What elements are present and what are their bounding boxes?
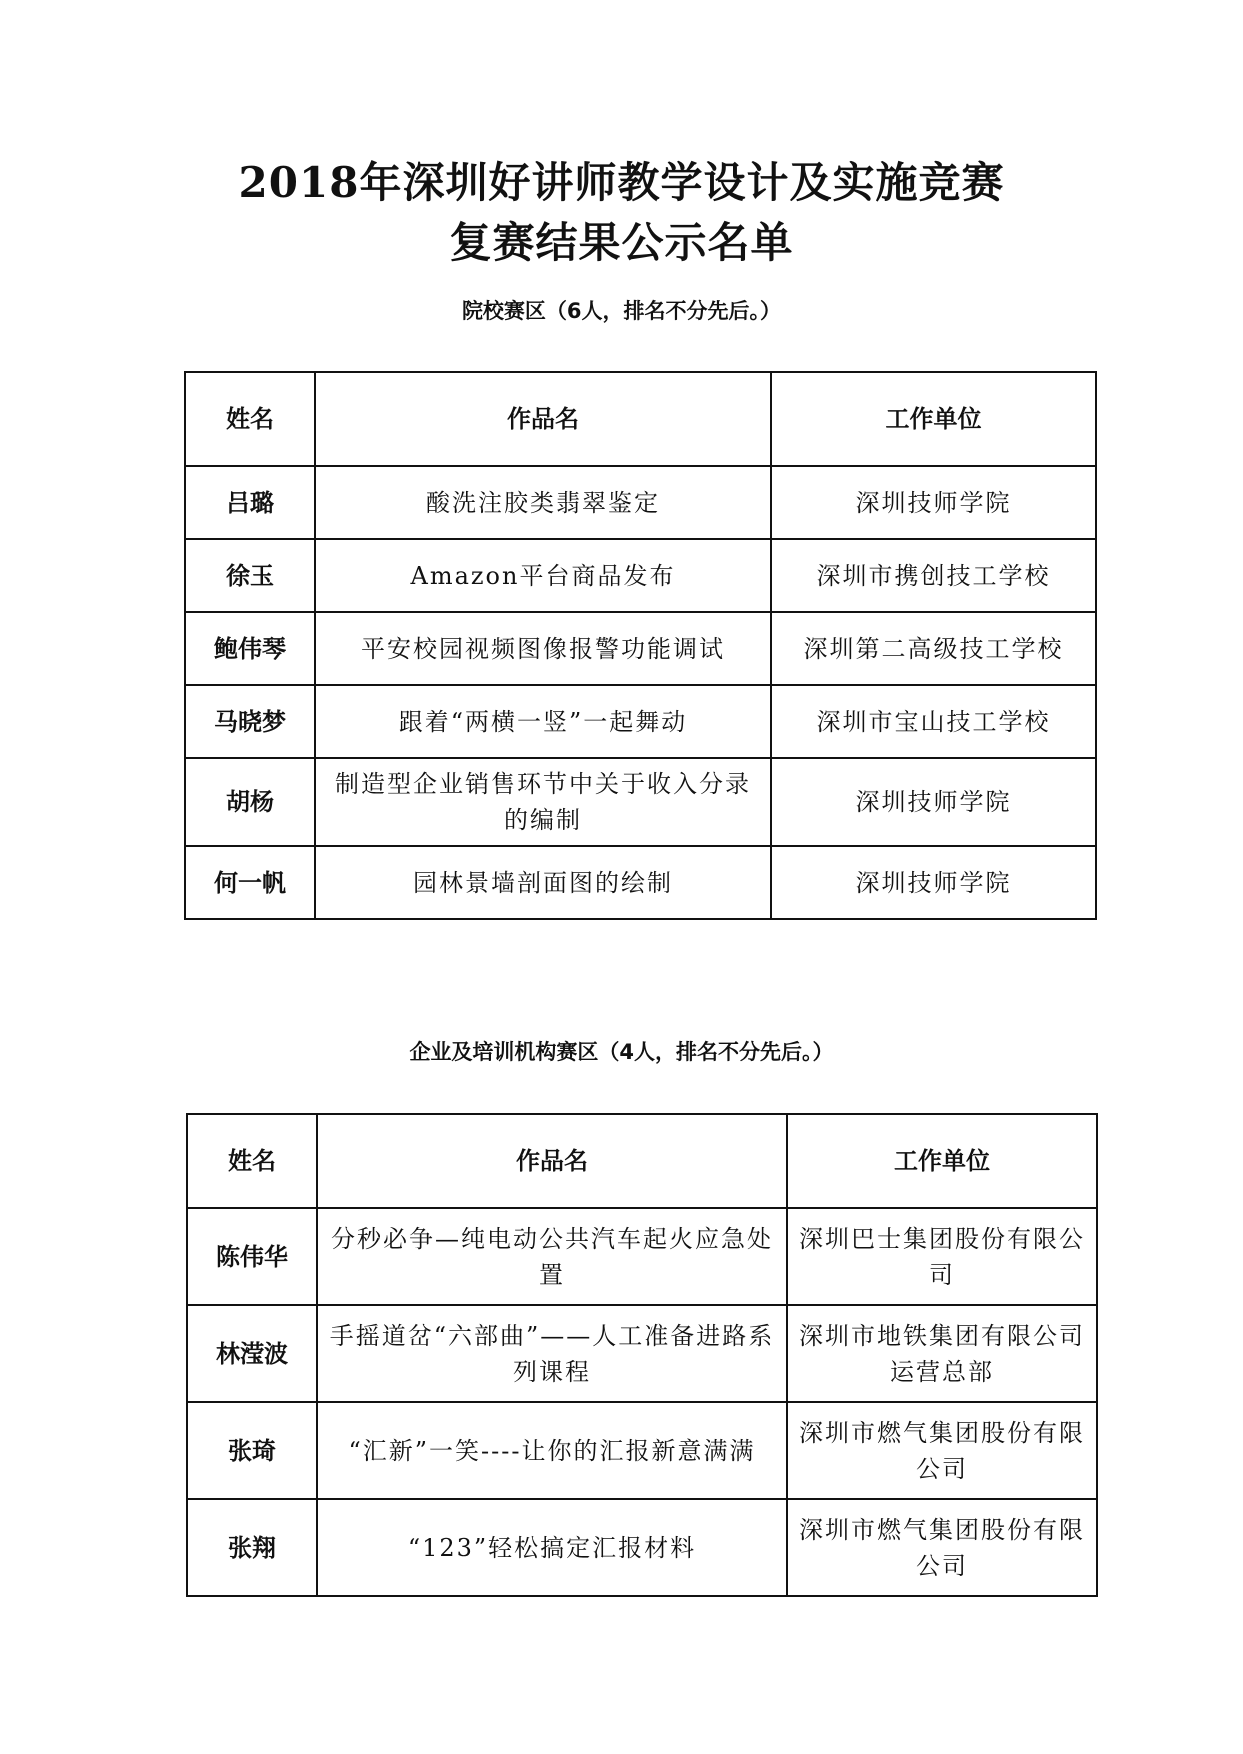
column-header-unit: 工作单位 [787,1114,1097,1208]
column-header-work: 作品名 [317,1114,787,1208]
section-heading-enterprises: 企业及培训机构赛区（4人，排名不分先后。） [409,1040,834,1064]
table-row [185,612,1096,685]
cell-unit: 深圳市燃气集团股份有限公司 [787,1499,1097,1596]
table-row [185,846,1096,919]
results-table-enterprises [186,1113,1098,1597]
table-row [185,685,1096,758]
cell-name: 鲍伟琴 [185,612,315,685]
cell-unit: 深圳第二高级技工学校 [771,612,1096,685]
table-row [187,1499,1097,1596]
cell-work: 制造型企业销售环节中关于收入分录的编制 [315,758,771,846]
cell-unit: 深圳技师学院 [771,846,1096,919]
table-row [187,1305,1097,1402]
cell-name: 林滢波 [187,1305,317,1402]
cell-name: 胡杨 [185,758,315,846]
table-row [185,539,1096,612]
cell-work: 酸洗注胶类翡翠鉴定 [315,466,771,539]
cell-work: “123”轻松搞定汇报材料 [317,1499,787,1596]
cell-unit: 深圳技师学院 [771,758,1096,846]
cell-unit: 深圳市携创技工学校 [771,539,1096,612]
table-row [187,1208,1097,1305]
column-header-unit: 工作单位 [771,372,1096,466]
cell-name: 陈伟华 [187,1208,317,1305]
cell-unit: 深圳市燃气集团股份有限公司 [787,1402,1097,1499]
table-header-row [185,372,1096,466]
document-title-line1: 2018年深圳好讲师教学设计及实施竞赛 [238,158,1005,207]
cell-unit: 深圳巴士集团股份有限公司 [787,1208,1097,1305]
cell-work: “汇新”一笑----让你的汇报新意满满 [317,1402,787,1499]
table-row [187,1402,1097,1499]
results-table-colleges [184,371,1097,920]
cell-work: 手摇道岔“六部曲”——人工准备进路系列课程 [317,1305,787,1402]
cell-work: 分秒必争—纯电动公共汽车起火应急处置 [317,1208,787,1305]
cell-name: 张翔 [187,1499,317,1596]
table-row [185,466,1096,539]
cell-name: 徐玉 [185,539,315,612]
cell-name: 何一帆 [185,846,315,919]
cell-work: 平安校园视频图像报警功能调试 [315,612,771,685]
cell-work: Amazon平台商品发布 [315,539,771,612]
cell-name: 吕璐 [185,466,315,539]
cell-work: 跟着“两横一竖”一起舞动 [315,685,771,758]
cell-unit: 深圳技师学院 [771,466,1096,539]
section-heading-colleges: 院校赛区（6人，排名不分先后。） [461,299,782,323]
cell-name: 张琦 [187,1402,317,1499]
column-header-work: 作品名 [315,372,771,466]
column-header-name: 姓名 [187,1114,317,1208]
document-title-line2: 复赛结果公示名单 [449,218,794,267]
cell-work: 园林景墙剖面图的绘制 [315,846,771,919]
table-row [185,758,1096,846]
cell-unit: 深圳市宝山技工学校 [771,685,1096,758]
table-header-row [187,1114,1097,1208]
cell-name: 马晓梦 [185,685,315,758]
column-header-name: 姓名 [185,372,315,466]
cell-unit: 深圳市地铁集团有限公司运营总部 [787,1305,1097,1402]
